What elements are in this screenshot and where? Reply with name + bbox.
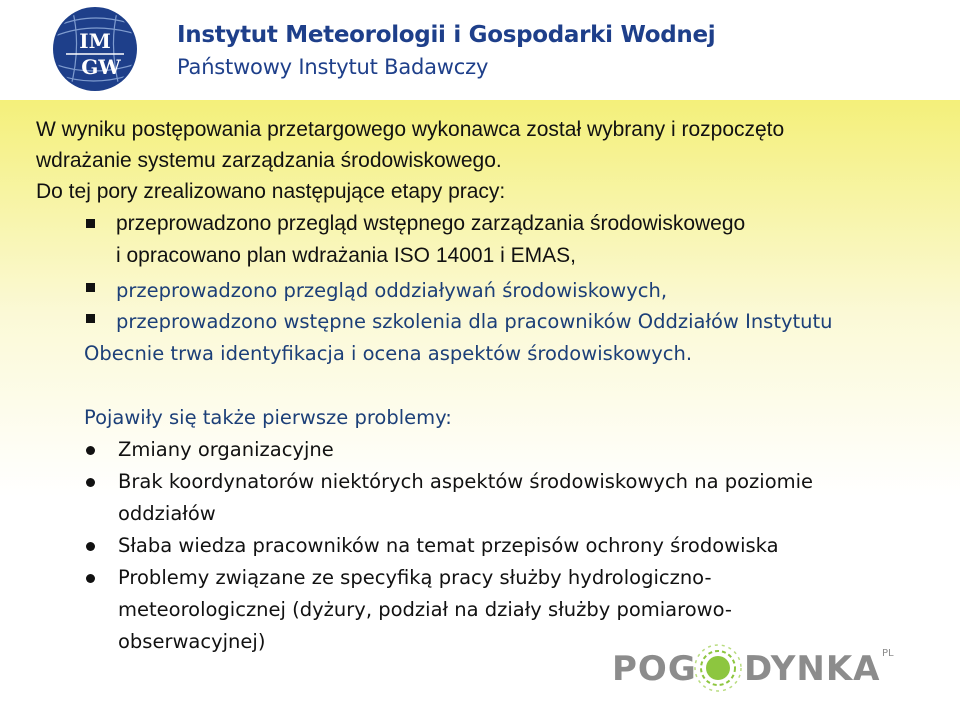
intro-line-1: W wyniku postępowania przetargowego wykonawca został wybrany i rozpoczęto — [36, 118, 785, 141]
problem-2-line-1: Brak koordynatorów niektórych aspektów środowiskowych na poziomie — [118, 470, 814, 493]
current-status: Obecnie trwa identyfikacja i ocena aspektów środowiskowych. — [84, 342, 693, 365]
problem-4-line-2: meteorologicznej (dyżury, podział na działy służby pomiarowo- — [118, 598, 732, 621]
square-bullet-icon — [86, 219, 95, 228]
stage-1-line-2: i opracowano plan wdrażania ISO 14001 i EMAS, — [116, 244, 576, 267]
header — [0, 0, 960, 100]
imgw-logo — [52, 6, 138, 92]
pogodynka-logo — [606, 636, 906, 700]
stage-2: przeprowadzono przegląd oddziaływań środowiskowych, — [116, 279, 668, 302]
problem-2-line-2: oddziałów — [118, 502, 216, 525]
square-bullet-icon — [86, 314, 95, 323]
pogodynka-suffix: PL — [882, 648, 894, 659]
bullet-icon — [86, 574, 95, 583]
problems-heading: Pojawiły się także pierwsze problemy: — [84, 406, 452, 429]
logo-text-gw: GW — [81, 55, 121, 79]
stages-heading: Do tej pory zrealizowano następujące etapy pracy: — [36, 180, 506, 203]
problem-4-line-1: Problemy związane ze specyfiką pracy służby hydrologiczno- — [118, 566, 712, 589]
institution-name: Instytut Meteorologii i Gospodarki Wodnej — [177, 22, 716, 48]
bullet-icon — [86, 446, 95, 455]
stage-1-line-1: przeprowadzono przegląd wstępnego zarządzania środowiskowego — [116, 212, 746, 235]
intro-line-2: wdrażanie systemu zarządzania środowiskowego. — [36, 149, 502, 172]
problem-3: Słaba wiedza pracowników na temat przepisów ochrony środowiska — [118, 534, 779, 557]
logo-text-im: IM — [79, 29, 111, 53]
bullet-icon — [86, 542, 95, 551]
problem-1: Zmiany organizacyjne — [118, 438, 334, 461]
sun-icon — [695, 645, 741, 691]
square-bullet-icon — [86, 283, 95, 292]
institution-subtitle: Państwowy Instytut Badawczy — [177, 55, 489, 79]
bullet-icon — [86, 478, 95, 487]
pogodynka-text-right: DYNKA — [744, 649, 881, 689]
problem-4-line-3: obserwacyjnej) — [118, 630, 266, 653]
stage-3: przeprowadzono wstępne szkolenia dla pracowników Oddziałów Instytutu — [116, 310, 833, 333]
pogodynka-text-left: POG — [612, 649, 697, 689]
